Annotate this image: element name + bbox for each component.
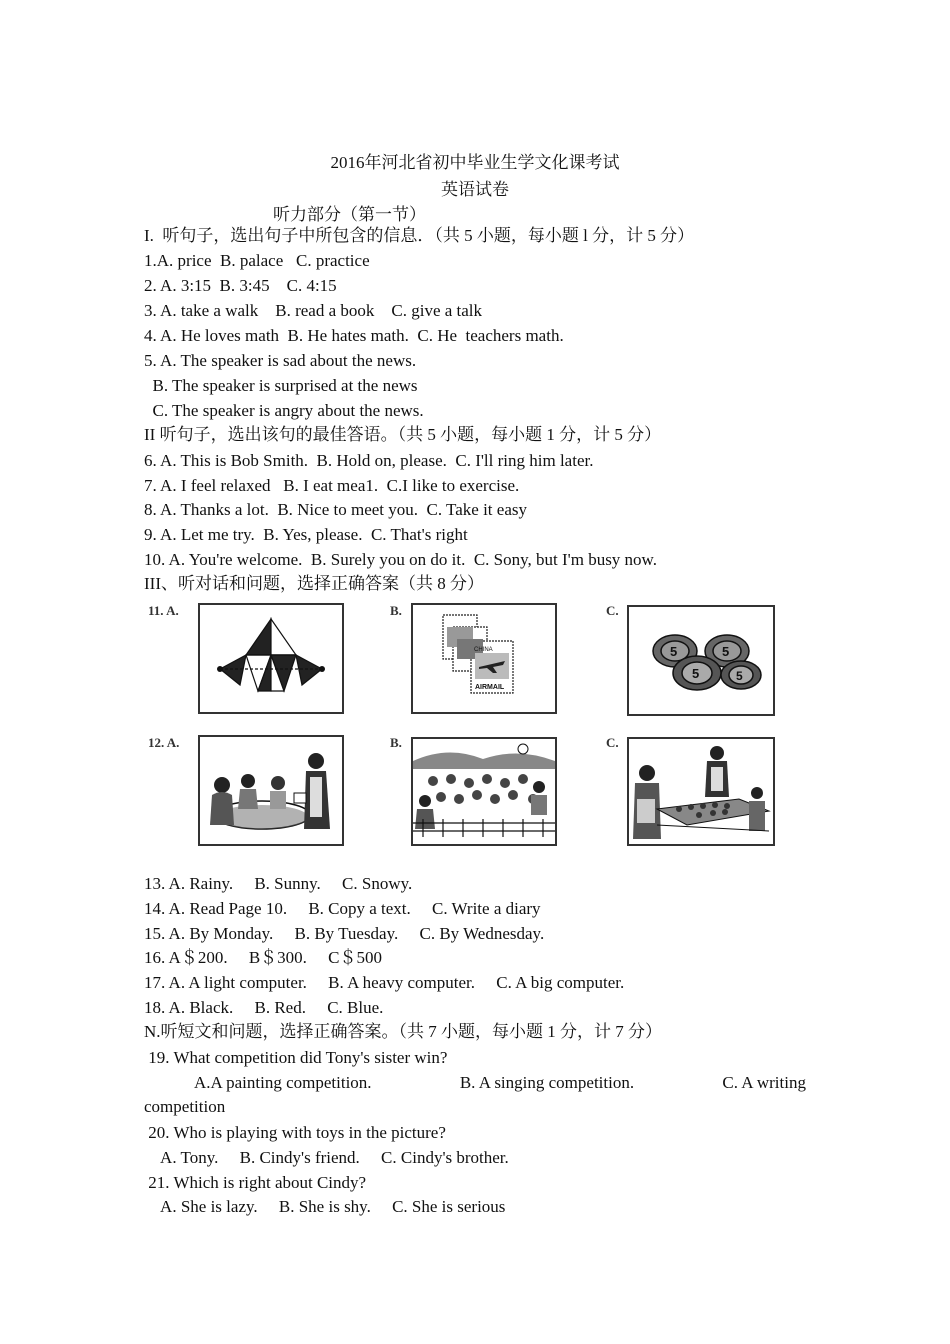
question-5a: 5. A. The speaker is sad about the news. (144, 351, 417, 370)
question-15: 15. A. By Monday. B. By Tuesday. C. By Wednesday. (144, 924, 545, 943)
stamp-china-text: CHINA (474, 647, 493, 653)
section-heading: 听力部分（第一节） (273, 205, 426, 224)
coins-picture (627, 605, 775, 716)
question-10: 10. A. You're welcome. B. Surely you on do it. C. Sony, but I'm busy now. (144, 550, 657, 569)
question-7: 7. A. I feel relaxed B. I eat mea1. C.I like to exercise. (144, 476, 520, 495)
question-1: 1.A. price B. palace C. practice (144, 251, 370, 270)
shop-picture (627, 737, 775, 846)
question-18: 18. A. Black. B. Red. C. Blue. (144, 998, 384, 1017)
question-9: 9. A. Let me try. B. Yes, please. C. That's right (144, 525, 468, 544)
option-19a: A.A painting competition. (194, 1073, 372, 1092)
option-19c: C. A writing (722, 1073, 806, 1092)
svg-text:5: 5 (722, 644, 730, 659)
part1-heading: I. 听句子，选出句子中所包含的信息．（共 5 小题，每小题 l 分，计 5 分） (144, 226, 695, 245)
question-21: 21. Which is right about Cindy? (144, 1173, 367, 1192)
question-5b: B. The speaker is surprised at the news (144, 376, 418, 395)
question-20: 20. Who is playing with toys in the picture? (144, 1123, 446, 1142)
fig11-label-b: B. (390, 603, 402, 618)
question-5c: C. The speaker is angry about the news. (144, 401, 424, 420)
page-title: 2016年河北省初中毕业生学文化课考试 (330, 153, 620, 172)
stamps-picture (411, 603, 557, 714)
option-19b: B. A singing competition. (459, 1073, 635, 1092)
question-2: 2. A. 3:15 B. 3:45 C. 4:15 (144, 276, 337, 295)
part4-heading: N.听短文和问题，选择正确答案。（共 7 小题，每小题 1 分，计 7 分） (144, 1022, 663, 1041)
question-3: 3. A. take a walk B. read a book C. give a talk (144, 301, 483, 320)
restaurant-picture (198, 735, 344, 846)
question-21-options: A. She is lazy. B. She is shy. C. She is serious (144, 1197, 506, 1216)
question-14: 14. A. Read Page 10. B. Copy a text. C. Write a diary (144, 899, 541, 918)
svg-text:5: 5 (692, 666, 700, 681)
question-17: 17. A. A light computer. B. A heavy computer. C. A big computer. (144, 973, 625, 992)
part2-heading: II 听句子，选出该句的最佳答语。（共 5 小题，每小题 1 分，计 5 分） (144, 425, 662, 444)
part3-heading: III、听对话和问题，选择正确答案（共 8 分） (144, 574, 484, 593)
question-19-options (144, 1071, 806, 1119)
svg-text:5: 5 (670, 644, 678, 659)
question-20-options: A. Tony. B. Cindy's friend. C. Cindy's brother. (144, 1148, 509, 1167)
stamp-airmail-text: AIRMAIL (475, 684, 505, 691)
question-19: 19. What competition did Tony's sister win? (144, 1048, 448, 1067)
question-6: 6. A. This is Bob Smith. B. Hold on, please. C. I'll ring him later. (144, 451, 594, 470)
page-subtitle: 英语试卷 (441, 180, 509, 199)
question-8: 8. A. Thanks a lot. B. Nice to meet you. C. Take it easy (144, 500, 527, 519)
fig11-label-a: 11. A. (148, 603, 179, 618)
garden-picture (411, 737, 557, 846)
question-16: 16. A＄200. B＄300. C＄500 (144, 948, 383, 967)
fig12-label-c: C. (606, 735, 619, 750)
option-19c-continued: competition (144, 1097, 226, 1116)
svg-text:5: 5 (736, 669, 743, 683)
fig11-label-c: C. (606, 603, 619, 618)
fig12-label-a: 12. A. (148, 735, 180, 750)
fig12-label-b: B. (390, 735, 402, 750)
question-13: 13. A. Rainy. B. Sunny. C. Snowy. (144, 874, 413, 893)
kite-picture (198, 603, 344, 714)
question-4: 4. A. He loves math B. He hates math. C. He teachers math. (144, 326, 564, 345)
